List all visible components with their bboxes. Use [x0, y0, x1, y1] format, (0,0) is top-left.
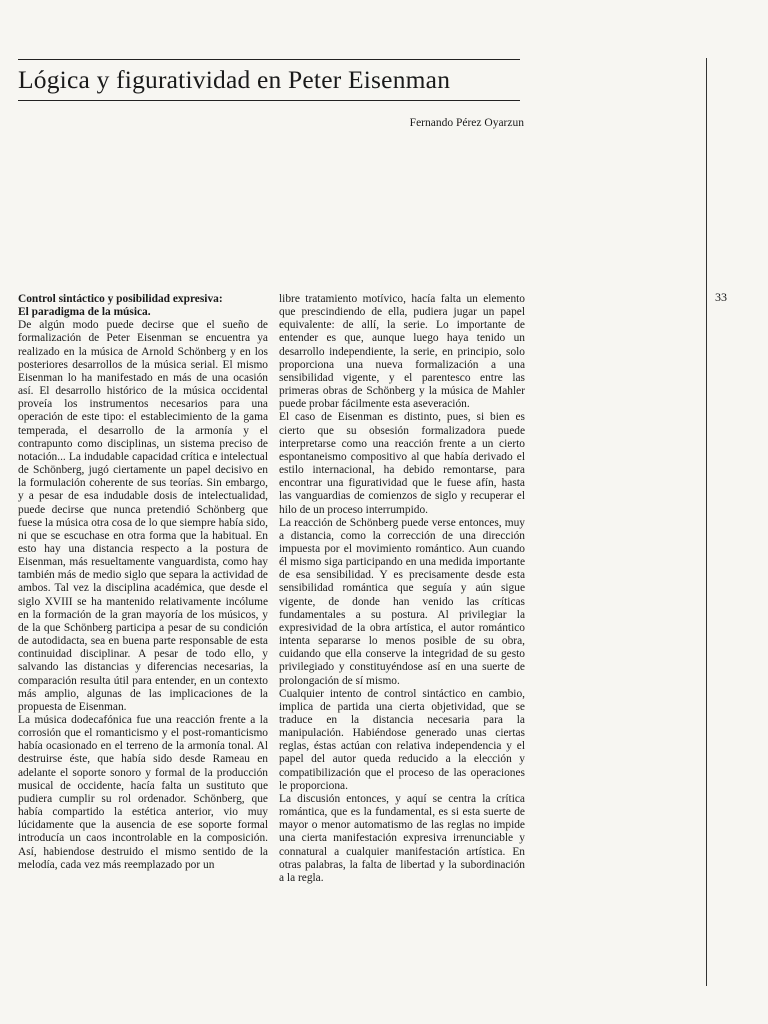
body-paragraph: La reacción de Schönberg puede verse entonces, muy a distancia, como la corrección de una dirección impuesta por el movimiento romántico. Aun cuando él mismo siga participando en una medida importante de esa sensibilidad. Y es precisamente desde esta sensibilidad romántica que seguía y aún sigue vigente, de donde han venido las críticas fundamentales a su postura. Al privilegiar la expresividad de la obra artística, el autor romántico intenta separarse lo menos posible de su obra, cuidando que ella conserve la integridad de su gesto privilegiado y constituyéndose así en una suerte de prolongación de sí mismo.: [279, 516, 525, 687]
right-column: [279, 293, 525, 885]
page-number: 33: [715, 290, 727, 304]
section-heading-line2: El paradigma de la música.: [18, 306, 151, 319]
body-paragraph: libre tratamiento motívico, hacía falta un elemento que prescindiendo de ella, pudiera jugar un papel equivalente: de allí, la serie. Lo importante de entender es que, aunque luego haya tenido un desarrollo independiente, la serie, en principio, solo proporciona una nueva formalización a una sensibilidad vigente, y el parentesco entre las primeras obras de Schönberg y la música de Mahler puede probar fácilmente esta aseveración.: [279, 293, 525, 411]
title-rule-bottom: [18, 100, 520, 101]
article-author: Fernando Pérez Oyarzun: [409, 117, 524, 129]
left-column: [18, 293, 268, 872]
body-paragraph: Cualquier intento de control sintáctico en cambio, implica de partida una cierta objetividad, que se traduce en la distancia necesaria para la manipulación. Habiéndose generado unas ciertas reglas, éstas actúan con relativa independencia y el papel del autor queda reducido a la elección y compatibilización que el proceso de las operaciones le proporciona.: [279, 687, 525, 792]
section-heading-line1: Control sintáctico y posibilidad expresiva:: [18, 293, 223, 305]
section-heading: [18, 293, 268, 319]
body-paragraph: De algún modo puede decirse que el sueño de formalización de Peter Eisenman se encuentra ya realizado en la música de Arnold Schönberg y en los posteriores desarrollos de la música serial. El mismo Eisenman lo ha manifestado en más de una ocasión así. El desarrollo histórico de la música occidental proveía los instrumentos necesarios para una operación de este tipo: el establecimiento de la gama temperada, el desarrollo de la armonía y el contrapunto como disciplinas, un sistema preciso de notación... La indudable capacidad crítica e intelectual de Schönberg, jugó ciertamente un papel decisivo en la formulación coherente de sus teorías. Sin embargo, y a pesar de esa indudable dosis de intelectualidad, puede decirse que nunca pretendió Schönberg que fuese la música otra cosa de lo que siempre había sido, ni que se escuchase en otra forma que la habitual. En esto hay una distancia respecto a la postura de Eisenman, más resueltamente vanguardista, como hay también más de medio siglo que separa la actividad de ambos. Tal vez la disciplina académica, que desde el siglo XVIII se ha mantenido relativamente incólume en la formación de la gran mayoría de los músicos, y de la que Schönberg participa a pesar de su condición de autodidacta, sea en buena parte responsable de esta continuidad disciplinar. A pesar de todo ello, y salvando las distancias y diferencias necesarias, la comparación resulta útil para entender, en un contexto más amplio, algunas de las implicaciones de la propuesta de Eisenman.: [18, 319, 268, 713]
body-paragraph: El caso de Eisenman es distinto, pues, si bien es cierto que su obsesión formalizadora puede interpretarse como una reacción frente a un cierto espontaneismo compositivo al que había derivado el estilo internacional, ha debido remontarse, para encontrar una figuratividad que le fuese afín, hasta las vanguardias de comienzos de siglo y recuperar el hilo de un proceso interrumpido.: [279, 411, 525, 516]
body-paragraph: La discusión entonces, y aquí se centra la crítica romántica, que es la fundamental, es si esta suerte de mayor o menor automatismo de las reglas no impide una cierta manifestación expresiva irrenunciable y connatural a cualquier manifestación artística. En otras palabras, la falta de libertad y la subordinación a la regla.: [279, 792, 525, 884]
margin-rule: [706, 58, 707, 986]
body-paragraph: La música dodecafónica fue una reacción frente a la corrosión que el romanticismo y el post-romanticismo había ocasionado en el terreno de la armonía tonal. Al destruirse éste, que había sido desde Rameau en adelante el soporte sonoro y formal de la producción musical de occidente, hacía falta un sustituto que pudiera cumplir su rol ordenador. Schönberg, que había compartido la estética anterior, vio muy lúcidamente que la ausencia de ese soporte formal introducía un caos incontrolable en la composición. Así, habiendose destruido el mismo sentido de la melodía, cada vez más reemplazado por un: [18, 714, 268, 871]
title-rule-top: [18, 59, 520, 60]
article-title: Lógica y figuratividad en Peter Eisenman: [18, 65, 451, 94]
